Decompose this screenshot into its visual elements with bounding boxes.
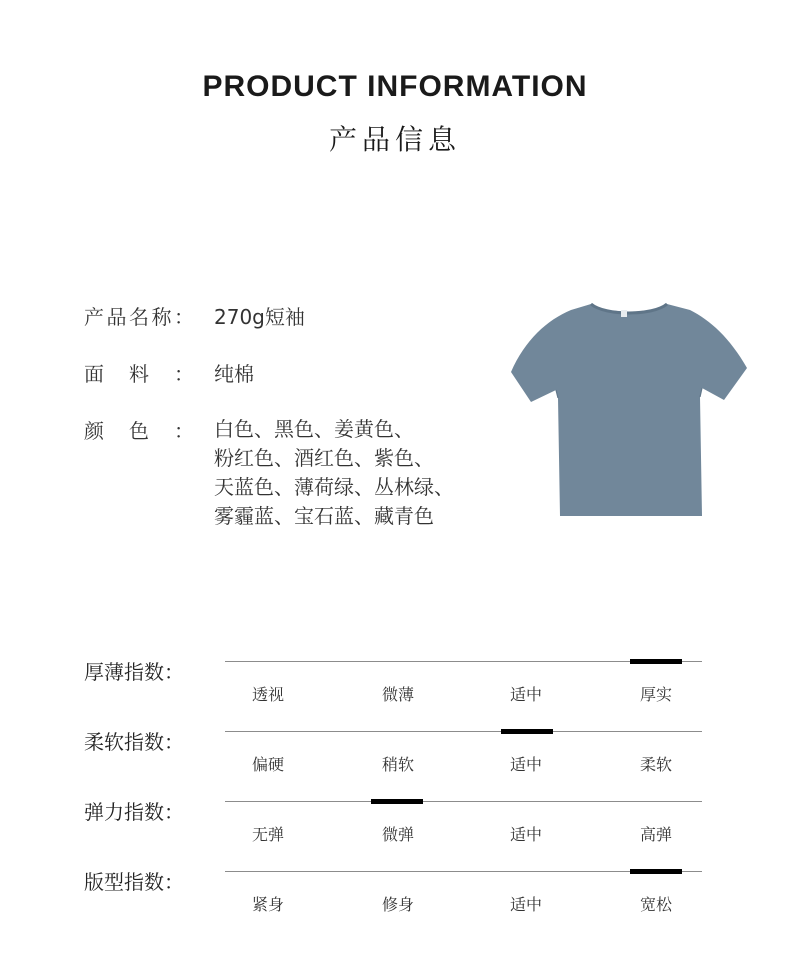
label-char: 色 [129, 419, 149, 443]
color-line: 雾霾蓝、宝石蓝、藏青色 [214, 504, 434, 528]
color-line: 粉红色、酒红色、紫色、 [214, 446, 434, 470]
index-option: 适中 [509, 755, 542, 774]
label-char: 面 [84, 362, 104, 386]
index-marker [630, 659, 682, 664]
index-option: 适中 [509, 825, 542, 844]
label-char: 品 [106, 305, 127, 329]
index-option: 偏硬 [251, 755, 284, 774]
product-name-label [84, 301, 194, 330]
label-char: 颜 [84, 419, 104, 443]
color-value-list [214, 415, 454, 531]
index-option: 柔软 [639, 755, 672, 774]
index-label: 厚薄指数： [84, 660, 184, 684]
index-label: 版型指数： [84, 870, 184, 894]
tshirt-body [511, 304, 747, 516]
index-option: 适中 [509, 895, 542, 914]
color-label [84, 415, 194, 444]
label-char: ： [174, 305, 194, 329]
index-label: 柔软指数： [84, 730, 184, 754]
index-option: 透视 [251, 685, 284, 704]
index-option: 微薄 [381, 685, 414, 704]
fabric-label [84, 358, 194, 387]
index-option: 微弹 [381, 825, 414, 844]
label-char: 称 [151, 305, 172, 329]
index-label: 弹力指数： [84, 800, 184, 824]
tshirt-tag [621, 310, 627, 317]
index-option: 宽松 [639, 895, 672, 914]
color-line: 白色、黑色、姜黄色、 [214, 417, 414, 441]
fabric-value: 纯棉 [214, 362, 254, 386]
tshirt-icon [505, 298, 753, 520]
index-marker [630, 869, 682, 874]
index-option: 稍软 [381, 755, 414, 774]
color-line: 天蓝色、薄荷绿、丛林绿、 [214, 475, 454, 499]
page-title-zh: 产品信息 [328, 123, 461, 156]
index-option: 修身 [381, 895, 414, 914]
index-scale-line [225, 731, 702, 732]
index-option: 厚实 [639, 685, 672, 704]
page-title-en: PRODUCT INFORMATION [202, 70, 588, 103]
index-marker [371, 799, 423, 804]
index-option: 适中 [509, 685, 542, 704]
label-char: 料 [129, 362, 149, 386]
product-name-value: 270g短袖 [214, 305, 305, 329]
index-scale-line [225, 801, 702, 802]
index-option: 高弹 [639, 825, 672, 844]
label-char: ： [174, 362, 194, 386]
index-option: 紧身 [251, 895, 284, 914]
label-char: 名 [129, 305, 149, 329]
label-char: ： [174, 419, 194, 443]
label-char: 产 [84, 305, 104, 329]
index-option: 无弹 [251, 825, 284, 844]
index-marker [501, 729, 553, 734]
